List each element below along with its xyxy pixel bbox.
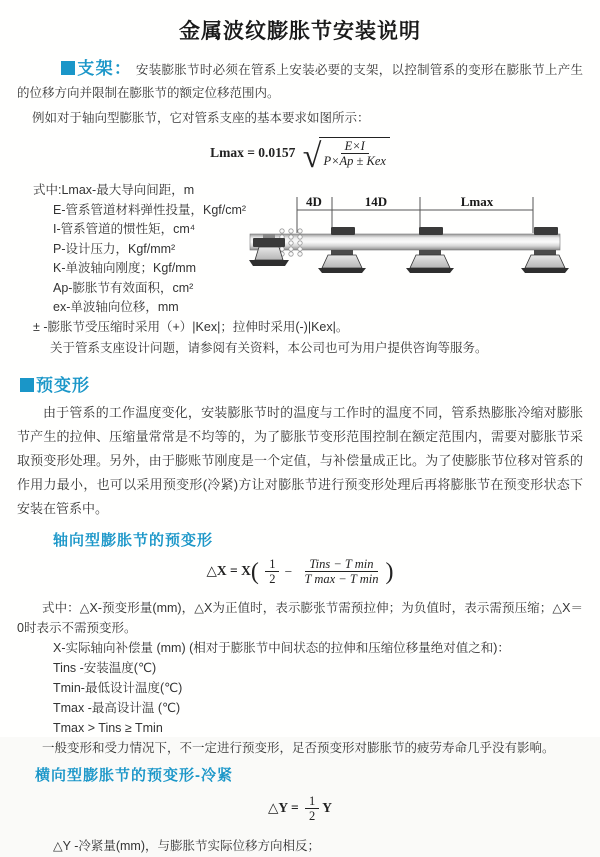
preform-paragraph: 由于管系的工作温度变化，安装膨胀节时的温度与工作时的温度不同，管系热膨胀冷缩对膨胀节产生的拉伸、压缩量常常是不均等的，为了膨胀节变形范围控制在额定范围内，需要对膨胀节采取预变形处理。另外，由于膨账节刚度是一个定值，与补偿量成正比。为了使膨胀节位移对管系的作用力最小，也可以采用预变形(冷紧)方让对膨胀节进行预变形处理后再将膨胀节在预变形状态下安装在管系中。: [17, 405, 583, 516]
half-denominator: 2: [269, 572, 276, 587]
support-paragraph: [17, 57, 583, 105]
definition-line: E-管系管道材料弹性投量，Kgf/cm²: [53, 202, 247, 217]
definition-line: ex-单波轴向位移，mm: [53, 300, 179, 314]
support-section-heading: 支架：: [77, 59, 133, 78]
sqrt-sign-icon: √: [302, 138, 322, 175]
dim-label-14d: 14D: [364, 194, 388, 209]
lateral-note: △Y -冷紧量(mm)，与膨胀节实际位移方向相反；: [53, 839, 321, 853]
axial-formula-explanation: 式中：△X-预变形量(mm)，△X为正值时，表示膨张节需预拉伸；为负值时，表示需预压缩；△X＝0时表示不需预变形。: [17, 601, 583, 635]
lateral-formula-lhs: △Y =: [267, 799, 299, 815]
support-intro-text: 安装膨胀节时必须在管系上安装必要的支架，以控制管系的变形在膨胀节上产生的位移方向并限制在膨胀节的额定位移范围内。: [17, 63, 583, 100]
axial-formula-lhs: △X = X: [206, 562, 251, 578]
minus-operator: −: [284, 563, 293, 579]
lateral-formula-rhs: Y: [322, 799, 333, 815]
x-definition: X-实际轴向补偿量 (mm) (相对于膨胀节中间状态的拉伸和压缩位移量绝对值之和)：: [53, 641, 510, 655]
definition-line: I-管系管道的惯性矩，cm⁴: [53, 222, 196, 236]
temp-definition: Tmin-最低设计温度(℃): [53, 681, 183, 695]
section-square-icon: [20, 378, 34, 392]
service-note: 关于管系支座设计问题，请参阅有关资料，本公司也可为用户提供咨询等服务。: [50, 341, 488, 355]
definition-line: P-设计压力，Kgf/mm²: [53, 241, 176, 256]
temp-frac-numerator: Tins − T min: [305, 557, 377, 572]
lmax-formula-lhs: Lmax = 0.0157: [210, 145, 296, 161]
temp-definition: Tmax > Tins ≥ Tmin: [53, 721, 163, 735]
close-paren: ): [385, 558, 394, 585]
lmax-formula-numerator: E×I: [341, 139, 369, 154]
half-numerator: 1: [305, 794, 319, 809]
lmax-formula: [17, 137, 583, 175]
plus-minus-note: ± -膨胀节受压缩时采用（+）|Kex|；拉伸时采用(-)|Kex|。: [33, 319, 349, 334]
temp-definition: Tmax -最高设计温 (℃): [53, 701, 181, 715]
preform-section-heading: 预变形: [17, 371, 583, 396]
axial-note: 一般变形和受力情况下，不一定进行预变形，足否预变形对膨胀节的疲劳寿命几乎没有影响。: [42, 741, 555, 755]
support-example-line: 例如对于轴向型膨胀节，它对管系支座的基本要求如图所示：: [32, 111, 370, 125]
axial-formula: [17, 557, 583, 591]
definition-line: Ap-膨胀节有效面积，cm²: [53, 280, 194, 295]
temp-definition: Tins -安装温度(℃): [53, 661, 157, 675]
lmax-formula-denominator: P×Ap ± Kex: [323, 154, 386, 169]
pipe: [250, 234, 560, 250]
definition-line: K-单波轴向刚度；Kgf/mm: [53, 261, 197, 275]
dim-label-lmax: Lmax: [460, 194, 494, 209]
section-square-icon: [61, 61, 75, 75]
sqrt-radical: [302, 137, 390, 175]
axial-subsection-heading: 轴向型膨胀节的预变形: [53, 532, 214, 549]
pipe-support-diagram: [245, 192, 600, 292]
open-paren: (: [250, 558, 259, 585]
half-denominator: 2: [309, 809, 316, 824]
definition-line: 式中:Lmax-最大导向间距，m: [33, 183, 195, 197]
half-numerator: 1: [265, 557, 279, 572]
dim-label-4d: 4D: [306, 194, 322, 209]
page-title: 金属波纹膨胀节安装说明: [179, 20, 421, 43]
temp-frac-denominator: T max − T min: [304, 572, 379, 587]
lateral-formula: [17, 794, 583, 824]
lateral-subsection-heading: 横向型膨胀节的预变形-冷紧: [35, 767, 233, 784]
